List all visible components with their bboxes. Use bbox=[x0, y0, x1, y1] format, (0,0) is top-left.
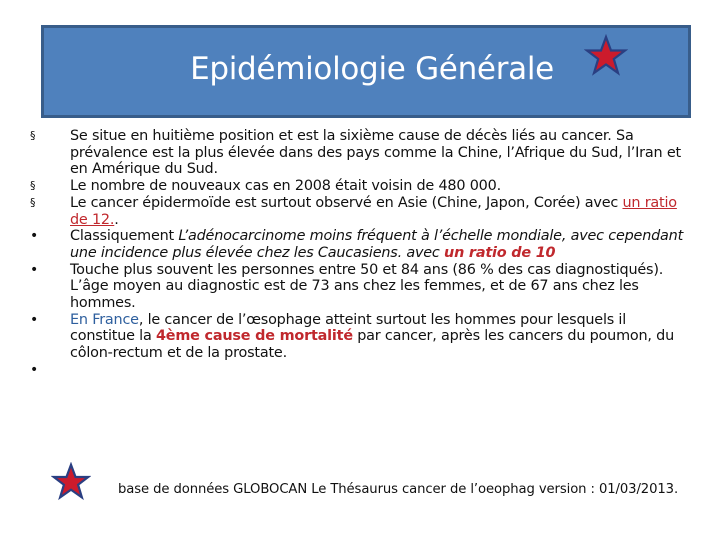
round-bullet-icon: • bbox=[30, 261, 39, 278]
list-item: § Le nombre de nouveaux cas en 2008 était voisin de 480 000. bbox=[30, 178, 501, 195]
round-bullet-icon: • bbox=[30, 361, 39, 378]
square-bullet-icon: § bbox=[30, 179, 36, 193]
star-icon bbox=[51, 462, 91, 502]
list-item bbox=[24, 362, 684, 380]
list-item: § Se situe en huitième position et est la sixième cause de décès liés au cancer. Sa prévalence est la plus élevée dans des pays comme la Chine, l’Afrique du Sud, l’Iran et en Amérique du Sud. bbox=[30, 128, 681, 178]
star-icon bbox=[584, 34, 628, 78]
list-item: • Touche plus souvent les personnes entre 50 et 84 ans (86 % des cas diagnostiqués). L’âge moyen au diagnostic est de 73 ans chez les femmes, et de 67 ans chez les hommes. bbox=[30, 261, 664, 312]
list-item: § Le cancer épidermoïde est surtout observé en Asie (Chine, Japon, Corée) avec un ratio de 12.. bbox=[30, 194, 677, 228]
slide-title: Epidémiologie Générale bbox=[190, 50, 554, 87]
square-bullet-icon: § bbox=[30, 195, 36, 209]
bullet-list bbox=[24, 128, 684, 380]
reference-note: base de données GLOBOCAN Le Thésaurus cancer de l’oeophag version : 01/03/2013. bbox=[118, 482, 679, 497]
square-bullet-icon: § bbox=[30, 129, 36, 142]
list-item: • En France, le cancer de l’œsophage atteint surtout les hommes pour lesquels il constitue la 4ème cause de mortalité par cancer, après les cancers du poumon, du côlon-rectum et de la prostate. bbox=[30, 311, 675, 362]
round-bullet-icon: • bbox=[30, 311, 39, 328]
list-item: • Classiquement L’adénocarcinome moins fréquent à l’échelle mondiale, avec cependant une incidence plus élevée chez les Caucasiens. avec un ratio de 10 bbox=[30, 228, 684, 261]
round-bullet-icon: • bbox=[30, 228, 39, 245]
